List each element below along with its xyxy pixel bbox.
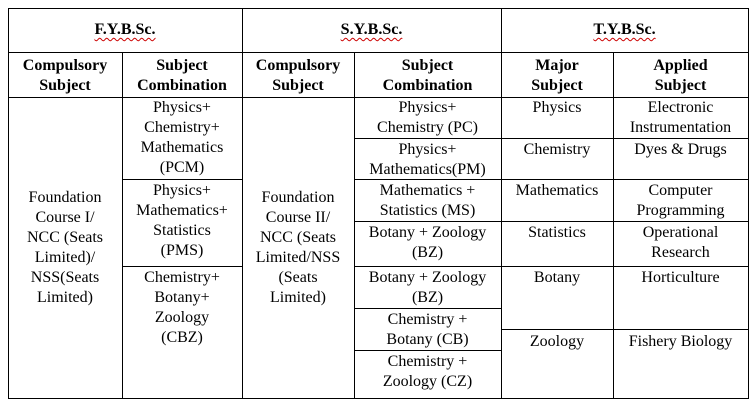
fy-combination-cbz: Chemistry+ Botany+ Zoology (CBZ) <box>144 269 220 346</box>
ty-major-mathematics: Mathematics <box>515 182 599 199</box>
grid-line <box>8 398 749 399</box>
grid-line <box>354 52 355 399</box>
sy-combination-pc: Physics+ Chemistry (PC) <box>377 99 478 136</box>
sy-combination-cb: Chemistry + Botany (CB) <box>386 311 469 348</box>
sy-combination-bz-2: Botany + Zoology (BZ) <box>368 269 487 306</box>
sy-compulsory-header: Compulsory Subject <box>255 56 341 94</box>
fy-compulsory-header: Compulsory Subject <box>22 56 108 94</box>
grid-line <box>8 52 749 53</box>
grid-line <box>8 97 749 98</box>
grid-line <box>122 52 123 399</box>
grid-line <box>748 8 749 399</box>
ty-major-chemistry: Chemistry <box>523 141 591 158</box>
sy-compulsory-subject: Foundation Course II/ NCC (Seats Limited/NSS (Seats Limited) <box>255 189 341 306</box>
sy-combination-cz: Chemistry + Zoology (CZ) <box>382 353 473 390</box>
sy-combination-ms: Mathematics + Statistics (MS) <box>379 182 476 219</box>
ty-major-statistics: Statistics <box>528 224 586 241</box>
grid-line <box>122 266 242 267</box>
sy-combination-header: Subject Combination <box>382 56 473 94</box>
fy-combination-pcm: Physics+ Chemistry+ Mathematics (PCM) <box>140 99 224 176</box>
grid-line <box>613 52 614 399</box>
ty-header <box>501 8 748 52</box>
sy-header <box>242 8 501 52</box>
ty-applied-horticulture: Horticulture <box>641 269 720 286</box>
grid-line <box>354 138 749 139</box>
ty-applied-electronic-instrumentation: Electronic Instrumentation <box>629 99 732 136</box>
grid-line <box>501 8 502 399</box>
sy-combination-bz: Botany + Zoology (BZ) <box>368 224 487 261</box>
ty-year-label: T.Y.B.Sc. <box>593 21 656 38</box>
grid-line <box>122 179 242 180</box>
grid-line <box>354 350 501 351</box>
ty-applied-operational-research: Operational Research <box>642 224 719 261</box>
grid-line <box>8 8 749 9</box>
ty-major-header: Major Subject <box>531 56 583 94</box>
ty-major-physics: Physics <box>532 99 582 116</box>
grid-line <box>354 308 501 309</box>
fy-year-label: F.Y.B.Sc. <box>94 21 156 38</box>
fy-combination-header: Subject Combination <box>137 56 227 94</box>
fy-combination-pms: Physics+ Mathematics+ Statistics (PMS) <box>136 182 228 259</box>
grid-line <box>354 179 749 180</box>
grid-line <box>501 329 749 330</box>
ty-applied-computer-programming: Computer Programming <box>636 182 725 219</box>
fy-compulsory-subject: Foundation Course I/ NCC (Seats Limited)/ NSS(Seats Limited) <box>27 189 103 306</box>
ty-applied-fishery-biology: Fishery Biology <box>628 333 733 350</box>
grid-line <box>354 221 749 222</box>
ty-major-botany: Botany <box>533 269 581 286</box>
grid-line <box>354 266 749 267</box>
ty-applied-header: Applied Subject <box>653 56 708 94</box>
ty-major-zoology: Zoology <box>529 333 585 350</box>
grid-line <box>8 8 9 399</box>
fy-header <box>8 8 242 52</box>
ty-applied-dyes-drugs: Dyes & Drugs <box>634 141 727 158</box>
sy-year-label: S.Y.B.Sc. <box>340 21 403 38</box>
sy-combination-pm: Physics+ Mathematics(PM) <box>369 141 486 178</box>
grid-line <box>242 8 243 399</box>
